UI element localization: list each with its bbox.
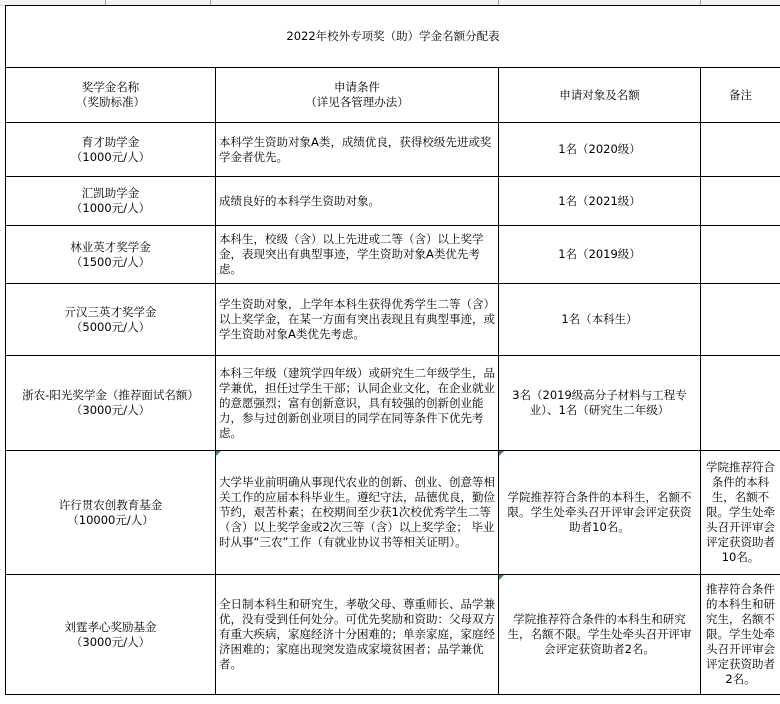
- header-name-sublabel: （奖励标准）: [76, 95, 145, 109]
- cell-note[interactable]: [701, 123, 780, 177]
- cell-note[interactable]: 学院推荐符合条件的本科生，名额不限。学生处牵头召开评审会评定获资助者10名。: [701, 451, 780, 575]
- header-condition-sublabel: （详见各管理办法）: [305, 95, 409, 109]
- header-name-label: 奖学金名称: [81, 80, 140, 94]
- scholarship-amount: （3000元/人）: [70, 403, 151, 417]
- scholarship-amount: （1000元/人）: [70, 149, 151, 164]
- scholarship-amount: （1000元/人）: [70, 201, 151, 215]
- header-cell-name[interactable]: [6, 68, 216, 123]
- header-row: [6, 68, 780, 123]
- cell-target[interactable]: 1名（2020级）: [499, 123, 701, 177]
- table-row: [6, 356, 780, 451]
- cell-note[interactable]: [701, 177, 780, 226]
- header-condition-label: 申请条件: [334, 80, 380, 94]
- cell-target[interactable]: 1名（本科生）: [499, 284, 701, 356]
- cell-target[interactable]: 1名（2021级）: [499, 177, 701, 226]
- scholarship-name: 林业英才奖学金: [70, 239, 151, 254]
- cell-note[interactable]: [701, 356, 780, 451]
- cell-scholarship-name[interactable]: [6, 284, 216, 356]
- scholarship-name: 汇凯助学金: [81, 186, 140, 200]
- table-row: [6, 284, 780, 356]
- scholarship-name: 刘霆孝心奖励基金: [64, 619, 157, 634]
- cell-note[interactable]: 推荐符合条件的本科生和研究生，名额不限。学生处牵头召开评审会评定获资助者2名。: [701, 575, 780, 695]
- cell-scholarship-name[interactable]: [6, 123, 216, 177]
- cell-condition[interactable]: 本科生，校级（含）以上先进或二等（含）以上奖学金，表现突出有典型事迹，学生资助对象A类优先考虑。: [216, 226, 499, 284]
- cell-target[interactable]: 1名（2019级）: [499, 226, 701, 284]
- table-row: [6, 451, 780, 575]
- table-title[interactable]: 2022年校外专项奖（助）学金名额分配表: [6, 6, 780, 68]
- cell-scholarship-name[interactable]: [6, 356, 216, 451]
- title-row: [6, 6, 780, 68]
- cell-condition[interactable]: 大学毕业前明确从事现代农业的创新、创业、创意等相关工作的应届本科毕业生。遵纪守法，品德优良，勤俭节约，艰苦朴素；在校期间至少获1次校优秀学生二等（含）以上奖学金或2次三等（含）以上奖学金； 毕业时从事“三农”工作（有就业协议书等相关证明）。: [216, 451, 499, 575]
- cell-condition[interactable]: 学生资助对象，上学年本科生获得优秀学生二等（含）以上奖学金，在某一方面有突出表现且有典型事迹，或学生资助对象A类优先考虑。: [216, 284, 499, 356]
- scholarship-name: 许行贯农创教育基金: [58, 497, 163, 512]
- header-cell-note[interactable]: 备注: [701, 68, 780, 123]
- scholarship-amount: （3000元/人）: [70, 634, 151, 649]
- cell-scholarship-name[interactable]: [6, 177, 216, 226]
- scholarship-amount: （1500元/人）: [70, 254, 151, 269]
- scholarship-amount: （5000元/人）: [70, 319, 151, 334]
- cell-condition[interactable]: 本科三年级（建筑学四年级）或研究生二年级学生，品学兼优，担任过学生干部；认同企业文化，在企业就业的意愿强烈；富有创新意识，具有较强的创新创业能力，参与过创新创业项目的同学在同等条件下优先考虑。: [216, 356, 499, 451]
- cell-condition[interactable]: 全日制本科生和研究生，孝敬父母、尊重师长、品学兼优，没有受到任何处分。可优先奖励和资助：父母双方有重大疾病，家庭经济十分困难的；单亲家庭，家庭经济困难的；家庭出现突发造成家境贫困者；品学兼优者。: [216, 575, 499, 695]
- cell-target[interactable]: 学院推荐符合条件的本科生和研究生，名额不限。学生处牵头召开评审会评定获资助者2名。: [499, 575, 701, 695]
- cell-note[interactable]: [701, 284, 780, 356]
- allocation-table: [5, 5, 780, 695]
- header-cell-target[interactable]: 申请对象及名额: [499, 68, 701, 123]
- scholarship-name: 育才助学金: [81, 134, 140, 149]
- cell-note[interactable]: [701, 226, 780, 284]
- cell-condition[interactable]: 本科学生资助对象A类，成绩优良，获得校级先进或奖学金者优先。: [216, 123, 499, 177]
- table-row: [6, 177, 780, 226]
- scholarship-name: 亓汉三英才奖学金: [64, 304, 157, 319]
- table-row: [6, 575, 780, 695]
- cell-condition[interactable]: 成绩良好的本科学生资助对象。: [216, 177, 499, 226]
- cell-scholarship-name[interactable]: [6, 575, 216, 695]
- header-cell-condition[interactable]: [216, 68, 499, 123]
- cell-scholarship-name[interactable]: [6, 451, 216, 575]
- scholarship-name: 浙农-阳光奖学金（推荐面试名额）: [22, 388, 199, 402]
- cell-scholarship-name[interactable]: [6, 226, 216, 284]
- scholarship-amount: （10000元/人）: [67, 512, 154, 527]
- table-row: [6, 226, 780, 284]
- cell-target[interactable]: 学院推荐符合条件的本科生，名额不限。学生处牵头召开评审会评定获资助者10名。: [499, 451, 701, 575]
- table-row: [6, 123, 780, 177]
- cell-target[interactable]: 3名（2019级高分子材料与工程专业）、1名（研究生二年级）: [499, 356, 701, 451]
